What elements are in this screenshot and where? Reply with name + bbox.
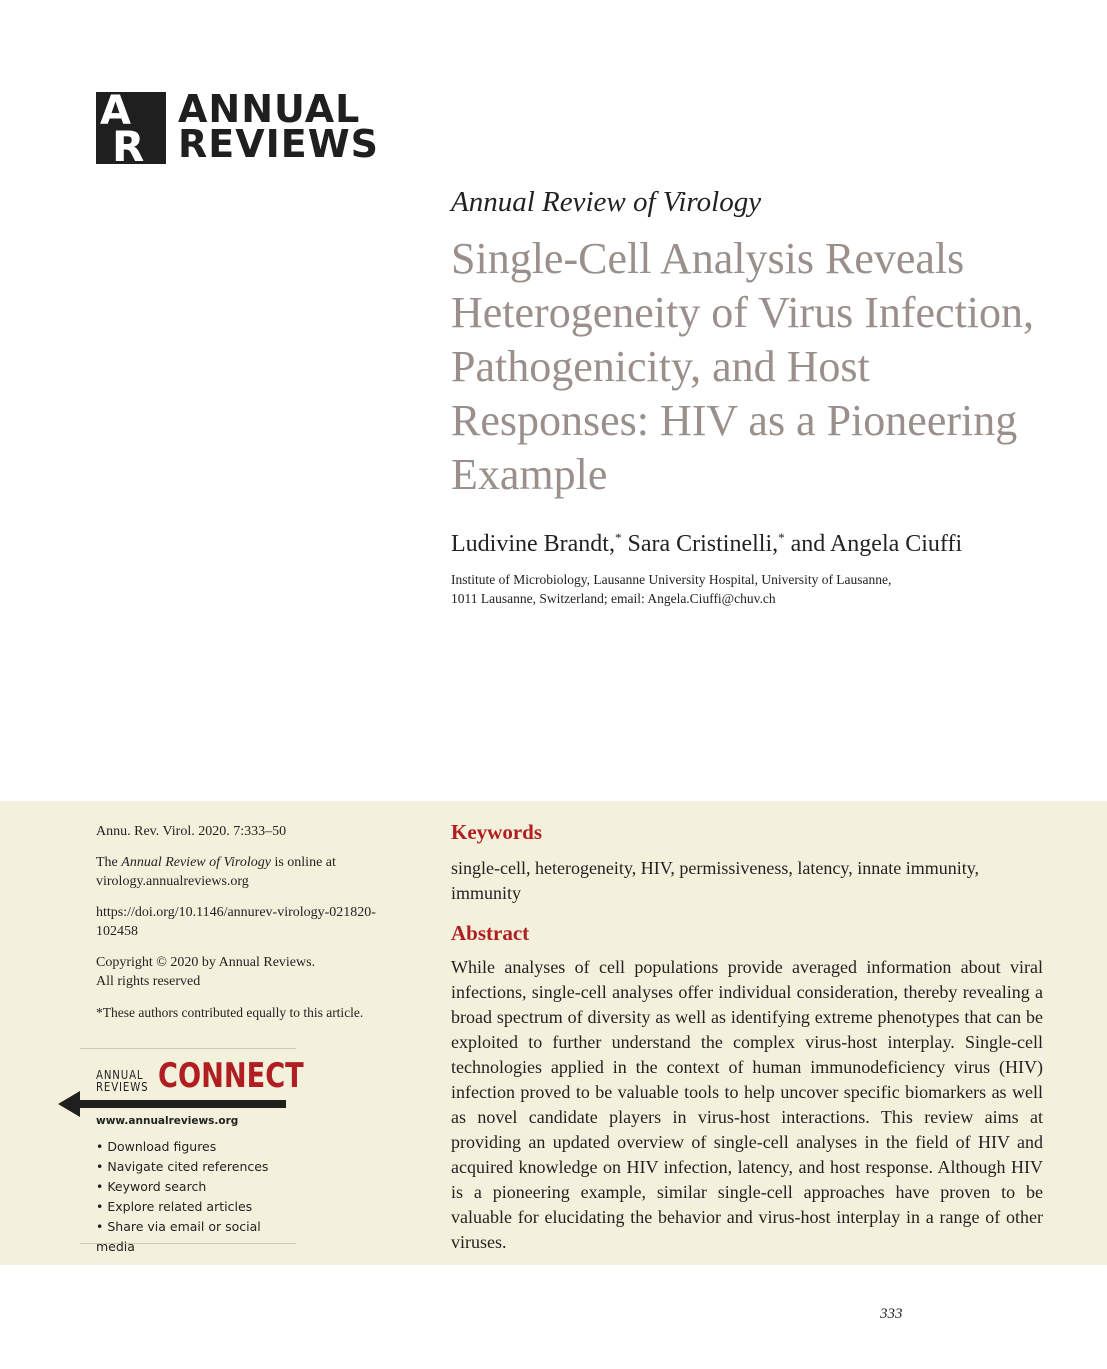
citation: Annu. Rev. Virol. 2020. 7:333–50 bbox=[96, 824, 287, 839]
abstract-heading: Abstract bbox=[451, 921, 530, 945]
copyright-line1: Copyright © 2020 by Annual Reviews. bbox=[96, 955, 316, 970]
list-item: • Explore related articles bbox=[96, 1197, 296, 1217]
equal-contribution-mark: * bbox=[778, 530, 785, 545]
logo-mark-a: A bbox=[100, 88, 131, 134]
online-notice bbox=[96, 853, 416, 891]
annual-reviews-logo bbox=[96, 87, 380, 171]
doi bbox=[96, 903, 416, 941]
author-2: Sara Cristinelli, bbox=[627, 531, 779, 557]
author-list bbox=[451, 530, 962, 558]
list-item: • Keyword search bbox=[96, 1177, 296, 1197]
list-item: • Share via email or social media bbox=[96, 1217, 296, 1257]
online-journal: Annual Review of Virology bbox=[121, 855, 271, 870]
equal-contribution-footnote: *These authors contributed equally to this article. bbox=[96, 1005, 364, 1020]
journal-name: Annual Review of Virology bbox=[451, 186, 762, 218]
list-item: • Download figures bbox=[96, 1137, 296, 1157]
copyright-line2: All rights reserved bbox=[96, 974, 201, 989]
connect-title: CONNECT bbox=[157, 1056, 304, 1096]
online-pre: The bbox=[96, 855, 122, 870]
logo-text-line1: ANNUAL bbox=[178, 87, 361, 131]
logo-mark-icon bbox=[96, 88, 166, 171]
online-post: is online at bbox=[270, 855, 336, 870]
copyright bbox=[96, 953, 416, 991]
annual-reviews-connect-box bbox=[80, 1048, 304, 1254]
article-title: Single-Cell Analysis Reveals Heterogeneity of Virus Infection, Pathogenicity, and Host Responses: HIV as a Pioneering Example bbox=[451, 234, 1035, 499]
author-1: Ludivine Brandt, bbox=[451, 531, 615, 557]
connect-feature-list bbox=[96, 1137, 296, 1257]
logo-text bbox=[178, 87, 380, 166]
abstract-text: While analyses of cell populations provide averaged information about viral infections, single-cell analyses offer individual consideration, thereby revealing a broad spectrum of diversity as well as identifying extreme phenotypes that can be exploited to further understand the complex virus-host interplay. Single-cell technologies applied in the context of human immunodeficiency virus (HIV) infection proved to be valuable tools to help uncover specific biomarkers as well as novel candidate players in virus-host interactions. This review aims at providing an updated overview of single-cell analyses in the field of HIV and acquired knowledge on HIV infection, latency, and host response. Although HIV is a pioneering example, similar single-cell approaches have proven to be valuable for elucidating the behavior and virus-host interplay in a range of other viruses. bbox=[451, 957, 1043, 1252]
affiliation-line1: Institute of Microbiology, Lausanne University Hospital, University of Lausanne, bbox=[451, 572, 892, 587]
connect-small-line1: ANNUAL bbox=[96, 1068, 144, 1082]
logo-mark-r: R bbox=[112, 122, 145, 171]
equal-contribution-mark: * bbox=[614, 530, 622, 545]
connect-small-line2: REVIEWS bbox=[96, 1080, 149, 1094]
affiliation bbox=[451, 570, 1051, 608]
keywords-heading: Keywords bbox=[451, 820, 542, 844]
keywords-text: single-cell, heterogeneity, HIV, permissiveness, latency, innate immunity, immunity bbox=[451, 858, 980, 903]
article-info-sidebar bbox=[96, 822, 416, 1034]
online-url-link[interactable]: virology.annualreviews.org bbox=[96, 874, 249, 889]
doi-link-line2[interactable]: 102458 bbox=[96, 924, 138, 939]
affiliation-line2: 1011 Lausanne, Switzerland; email: Angela.Ciuffi@chuv.ch bbox=[451, 591, 776, 606]
logo-text-line2: REVIEWS bbox=[178, 122, 380, 166]
connect-logo bbox=[96, 1056, 340, 1096]
page-number: 333 bbox=[880, 1306, 903, 1322]
list-item: • Navigate cited references bbox=[96, 1157, 296, 1177]
doi-link-line1[interactable]: https://doi.org/10.1146/annurev-virology-021820- bbox=[96, 905, 376, 920]
connect-url-link[interactable]: www.annualreviews.org bbox=[96, 1115, 239, 1127]
author-3: and Angela Ciuffi bbox=[790, 531, 963, 557]
